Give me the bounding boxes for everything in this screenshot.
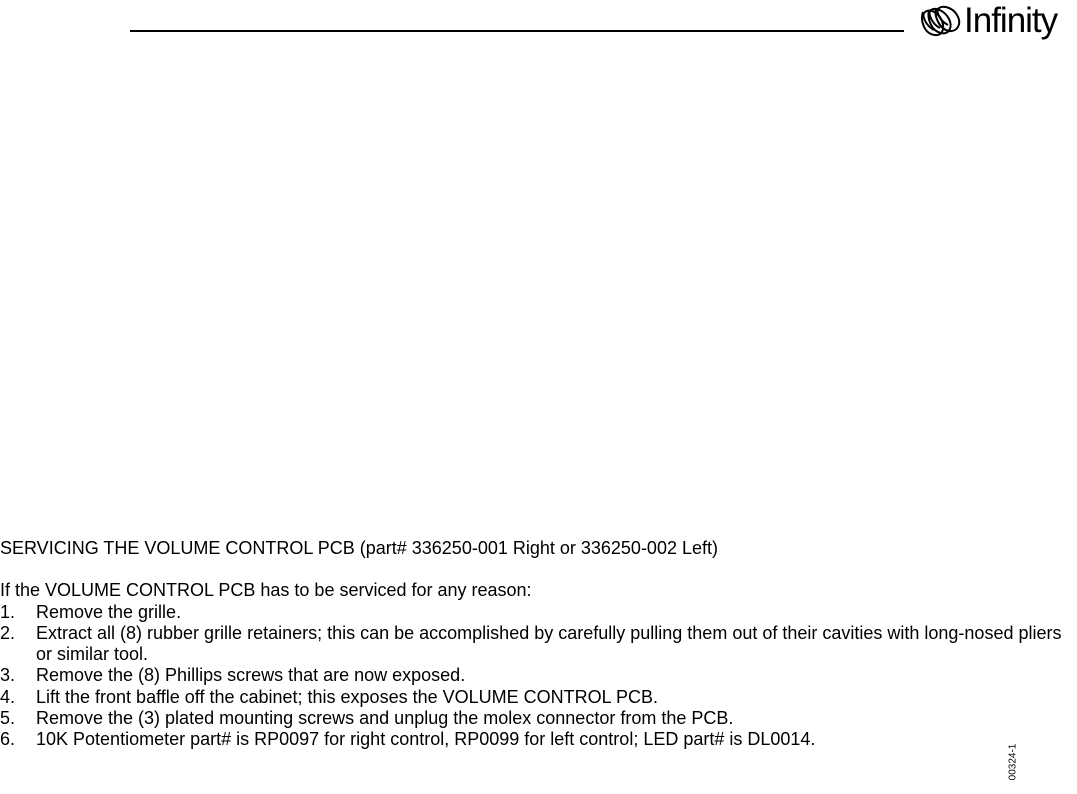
step-text: Remove the grille.	[36, 601, 182, 622]
document-code-label: 00324-1	[1007, 743, 1019, 781]
step-number: 4.	[0, 686, 16, 707]
list-item	[0, 623, 1077, 666]
list-item	[0, 602, 1077, 623]
step-number: 3.	[0, 665, 16, 686]
brand-name: Infinity	[964, 1, 1058, 40]
step-text: Extract all (8) rubber grille retainers; this can be accomplished by carefully pulling them out of their cavities with long-nosed pliers or similar tool.	[36, 622, 1062, 665]
step-number: 1.	[0, 601, 16, 622]
step-number: 5.	[0, 708, 16, 729]
list-item	[0, 729, 1077, 750]
step-number: 6.	[0, 729, 16, 750]
step-text: Remove the (8) Phillips screws that are now exposed.	[36, 665, 466, 686]
document-code	[1007, 742, 1019, 782]
section-title: SERVICING THE VOLUME CONTROL PCB (part# 336250-001 Right or 336250-002 Left)	[0, 538, 718, 558]
step-number: 2.	[0, 622, 16, 643]
list-item	[0, 708, 1077, 729]
list-item	[0, 665, 1077, 686]
brand-logo	[918, 0, 1076, 48]
steps-list	[0, 602, 1077, 751]
intro-text: If the VOLUME CONTROL PCB has to be serviced for any reason:	[0, 580, 532, 601]
header-rule	[130, 30, 904, 32]
step-text: Remove the (3) plated mounting screws and unplug the molex connector from the PCB.	[36, 708, 734, 729]
service-instructions	[0, 538, 1077, 751]
step-text: Lift the front baffle off the cabinet; this exposes the VOLUME CONTROL PCB.	[36, 686, 658, 707]
list-item	[0, 687, 1077, 708]
infinity-ribbon-logo-icon	[918, 4, 966, 42]
step-text: 10K Potentiometer part# is RP0097 for right control, RP0099 for left control; LED part# is DL0014.	[36, 729, 816, 750]
